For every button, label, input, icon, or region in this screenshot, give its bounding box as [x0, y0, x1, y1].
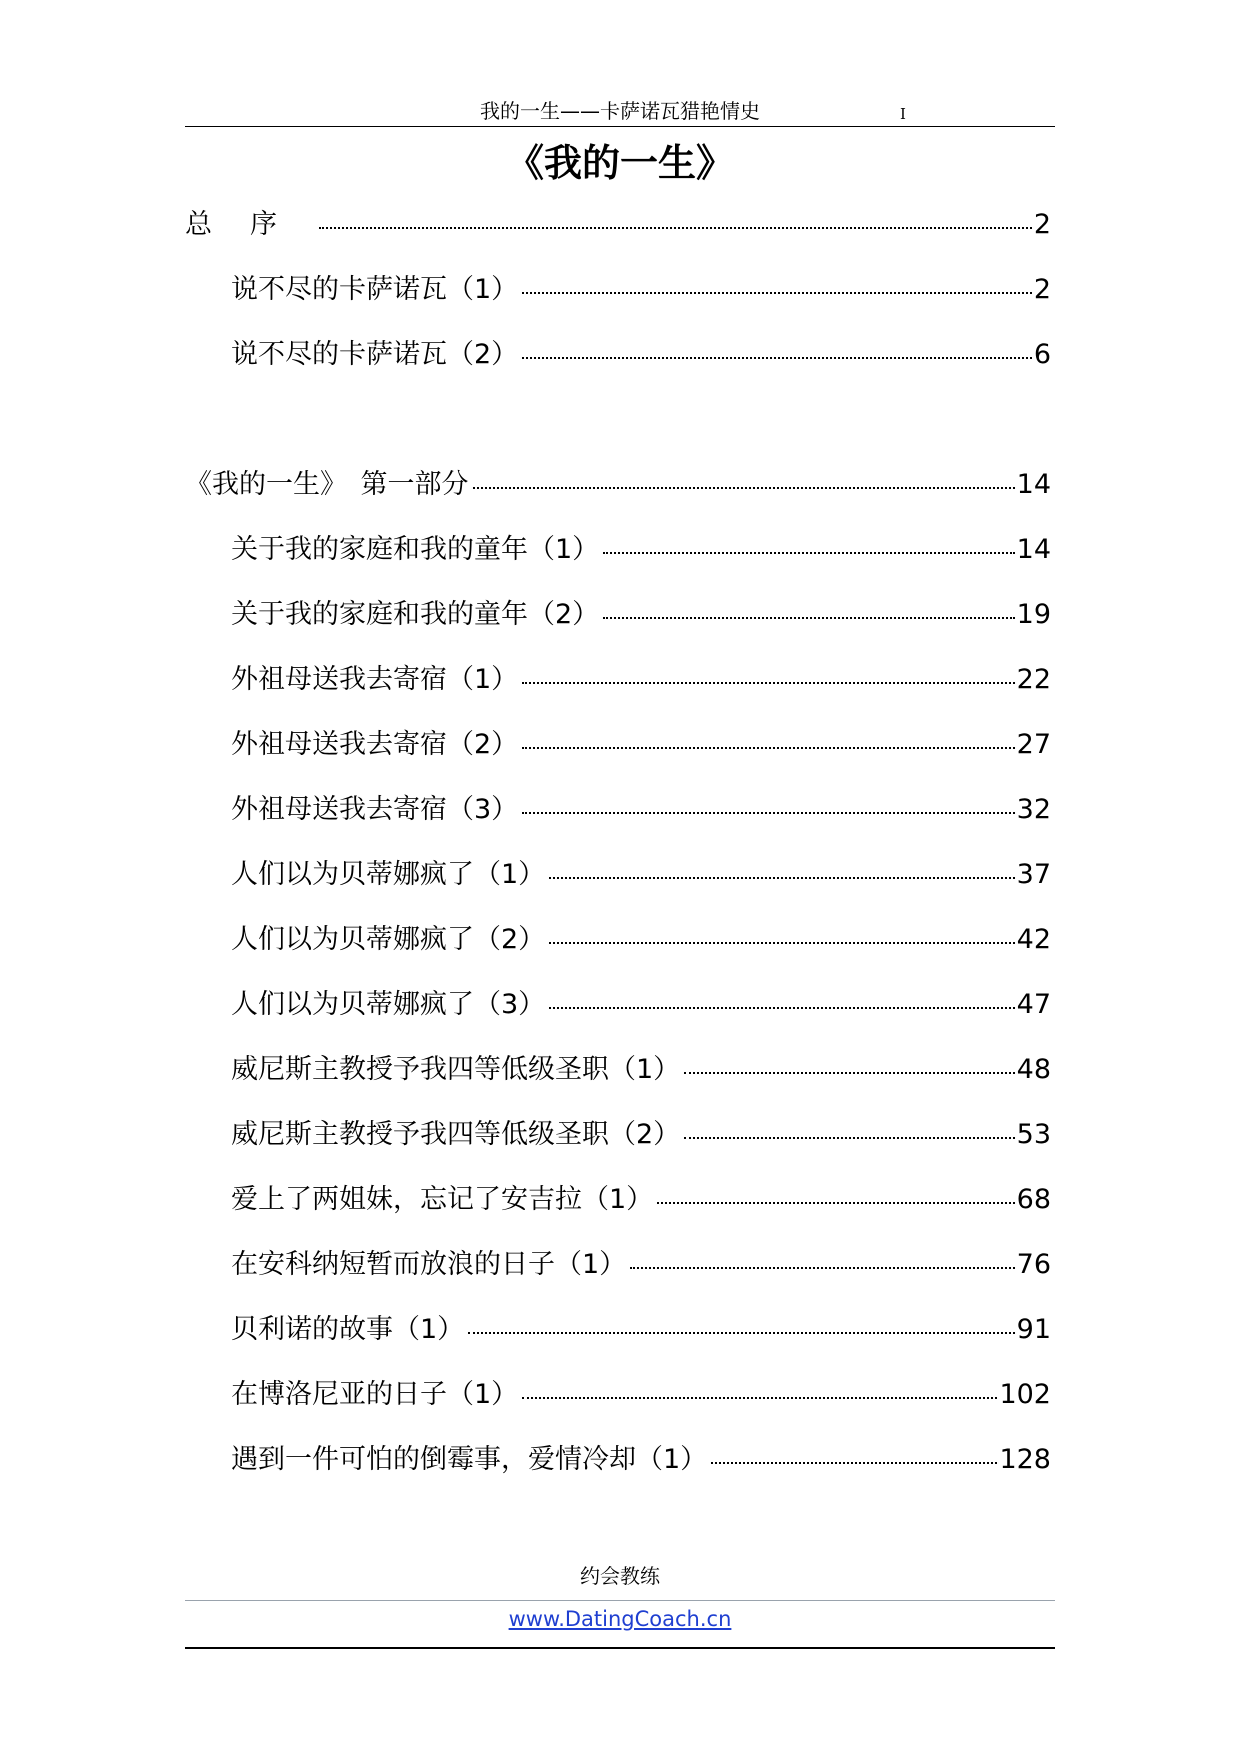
toc-leader-dots	[684, 1137, 1014, 1139]
toc-entry-label: 人们以为贝蒂娜疯了（1）	[231, 859, 546, 890]
toc-entry[interactable]	[231, 1180, 1051, 1220]
toc-leader-dots	[630, 1267, 1014, 1269]
toc-leader-dots	[473, 487, 1015, 489]
toc-entry[interactable]	[231, 1115, 1051, 1155]
toc-entry[interactable]	[231, 1375, 1051, 1415]
toc-entry[interactable]	[231, 1245, 1051, 1285]
toc-entry-label: 人们以为贝蒂娜疯了（3）	[231, 989, 546, 1020]
toc-leader-dots	[522, 747, 1014, 749]
toc-entry[interactable]	[231, 335, 1051, 375]
toc-entry-page: 102	[999, 1379, 1051, 1410]
toc-entry-page: 128	[999, 1444, 1051, 1475]
toc-entry-page: 32	[1016, 794, 1051, 825]
toc-entry[interactable]	[231, 855, 1051, 895]
toc-entry-label: 关于我的家庭和我的童年（2）	[231, 599, 600, 630]
toc-leader-dots	[684, 1072, 1014, 1074]
toc-entry-page: 27	[1016, 729, 1051, 760]
toc-entry-page: 76	[1016, 1249, 1051, 1280]
toc-entry-label: 威尼斯主教授予我四等低级圣职（2）	[231, 1119, 681, 1150]
toc-leader-dots	[549, 942, 1014, 944]
toc-entry[interactable]	[231, 595, 1051, 635]
toc-entry[interactable]	[185, 465, 1051, 505]
toc-entry-label: 外祖母送我去寄宿（3）	[231, 794, 519, 825]
footer-link-container	[185, 1607, 1055, 1631]
toc-entry-page: 6	[1033, 339, 1051, 370]
toc-entry-page: 91	[1016, 1314, 1051, 1345]
toc-entry-page: 14	[1016, 534, 1051, 565]
toc-entry-label: 贝利诺的故事（1）	[231, 1314, 465, 1345]
toc-leader-dots	[522, 292, 1032, 294]
toc-entry-page: 2	[1033, 209, 1051, 240]
toc-leader-dots	[603, 617, 1014, 619]
toc-entry[interactable]	[231, 985, 1051, 1025]
toc-entry-label: 总序	[185, 209, 315, 240]
toc-leader-dots	[657, 1202, 1014, 1204]
toc-entry-label: 说不尽的卡萨诺瓦（2）	[231, 339, 519, 370]
table-of-contents	[185, 0, 1051, 1500]
toc-entry-label: 外祖母送我去寄宿（2）	[231, 729, 519, 760]
toc-entry[interactable]	[231, 530, 1051, 570]
toc-entry[interactable]	[231, 660, 1051, 700]
toc-leader-dots	[522, 1397, 997, 1399]
toc-entry-label: 人们以为贝蒂娜疯了（2）	[231, 924, 546, 955]
toc-entry-page: 22	[1016, 664, 1051, 695]
toc-entry[interactable]	[185, 205, 1051, 245]
toc-entry[interactable]	[231, 1310, 1051, 1350]
toc-entry-page: 42	[1016, 924, 1051, 955]
footer-label: 约会教练	[580, 1564, 660, 1588]
toc-leader-dots	[549, 1007, 1014, 1009]
toc-entry-label: 遇到一件可怕的倒霉事，爱情冷却（1）	[231, 1444, 708, 1475]
header-title: 我的一生——卡萨诺瓦猎艳情史	[480, 99, 760, 123]
header-page-number: I	[900, 105, 906, 123]
footer-website-link[interactable]: www.DatingCoach.cn	[508, 1607, 732, 1631]
toc-leader-dots	[603, 552, 1014, 554]
toc-entry-label: 在博洛尼亚的日子（1）	[231, 1379, 519, 1410]
toc-leader-dots	[522, 682, 1014, 684]
toc-leader-dots	[319, 227, 1032, 229]
footer-bottom-rule	[185, 1647, 1055, 1649]
toc-entry[interactable]	[231, 790, 1051, 830]
toc-leader-dots	[522, 812, 1014, 814]
toc-entry-page: 2	[1033, 274, 1051, 305]
document-title: 《我的一生》	[505, 141, 734, 185]
toc-entry-label: 爱上了两姐妹，忘记了安吉拉（1）	[231, 1184, 654, 1215]
toc-entry[interactable]	[231, 270, 1051, 310]
toc-entry-page: 19	[1016, 599, 1051, 630]
toc-leader-dots	[522, 357, 1032, 359]
toc-entry-label: 说不尽的卡萨诺瓦（1）	[231, 274, 519, 305]
toc-entry[interactable]	[231, 725, 1051, 765]
toc-leader-dots	[711, 1462, 997, 1464]
toc-entry-page: 14	[1016, 469, 1051, 500]
toc-entry-page: 47	[1016, 989, 1051, 1020]
toc-entry-label: 在安科纳短暂而放浪的日子（1）	[231, 1249, 627, 1280]
toc-entry-label: 外祖母送我去寄宿（1）	[231, 664, 519, 695]
toc-entry-page: 53	[1016, 1119, 1051, 1150]
toc-entry-page: 37	[1016, 859, 1051, 890]
toc-entry-label: 《我的一生》 第一部分	[185, 469, 469, 500]
toc-entry-page: 48	[1016, 1054, 1051, 1085]
toc-leader-dots	[468, 1332, 1014, 1334]
toc-entry[interactable]	[231, 1050, 1051, 1090]
toc-entry[interactable]	[231, 1440, 1051, 1480]
toc-entry-label: 关于我的家庭和我的童年（1）	[231, 534, 600, 565]
toc-entry-page: 68	[1016, 1184, 1051, 1215]
toc-entry-label: 威尼斯主教授予我四等低级圣职（1）	[231, 1054, 681, 1085]
toc-entry[interactable]	[231, 920, 1051, 960]
toc-leader-dots	[549, 877, 1014, 879]
footer-divider	[185, 1600, 1055, 1601]
